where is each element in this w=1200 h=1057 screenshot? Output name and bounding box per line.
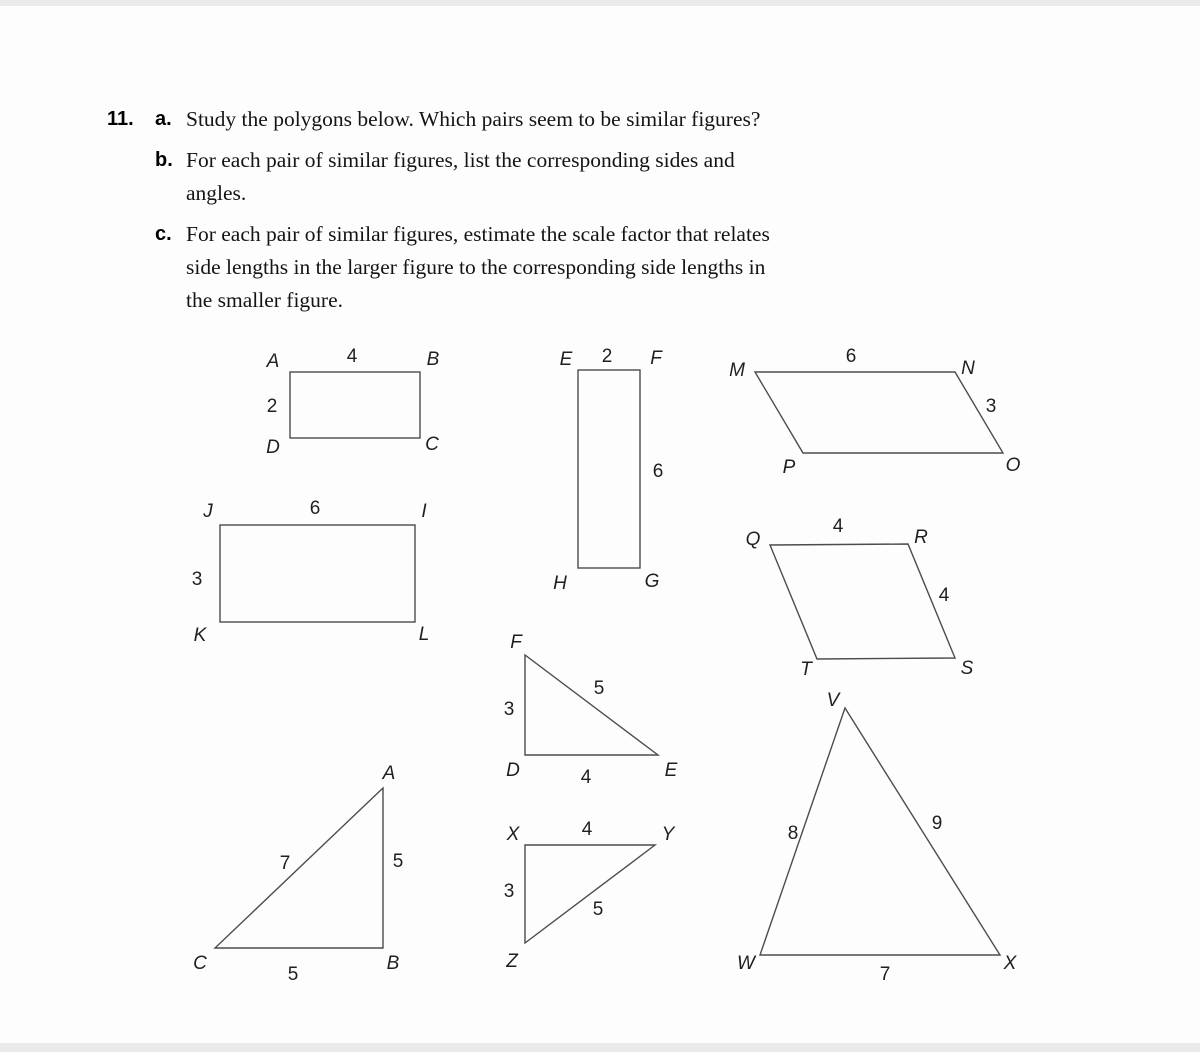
vertex-label-h: H [553,573,567,594]
rectangle-jilk [220,525,415,622]
side-label-jikl-top: 6 [309,498,321,519]
vertex-label-l: L [418,624,430,645]
side-label-abcd-top: 4 [346,346,358,367]
vertex-label-w: W [737,953,755,974]
rectangle-efgh [578,370,640,568]
part-a-line-1: Study the polygons below. Which pairs seem to be similar figures? [186,107,761,131]
vertex-label-i: I [421,501,427,522]
vertex-label-b: B [426,349,440,370]
side-label-fde-bottom: 4 [580,767,592,788]
side-label-abc-right: 5 [392,851,404,872]
side-label-qrst-top: 4 [832,516,844,537]
part-b-line-1: For each pair of similar figures, list the corresponding sides and [186,148,735,172]
side-label-fde-left: 3 [503,699,515,720]
part-c-line-3: the smaller figure. [186,288,344,312]
side-label-mnop-right: 3 [985,396,997,417]
vertex-label-c2: C [193,953,207,974]
vertex-label-q: Q [745,529,761,550]
side-label-abc-hyp: 7 [279,853,291,874]
vertex-label-f2: F [510,632,522,653]
triangle-fde [525,655,658,755]
side-label-abcd-left: 2 [266,396,278,417]
side-label-xyz-top: 4 [581,819,593,840]
side-label-xyz-hyp: 5 [592,899,604,920]
vertex-label-e2: E [664,760,678,781]
vertex-label-x2: X [1003,953,1017,974]
side-label-qrst-right: 4 [938,585,950,606]
vertex-label-s: S [960,658,974,679]
vertex-label-j: J [203,501,213,522]
part-c-line-2: side lengths in the larger figure to the corresponding side lengths in [186,255,766,279]
vertex-label-c: C [425,434,439,455]
side-label-vwx-left: 8 [787,823,799,844]
vertex-label-d2: D [506,760,520,781]
side-label-jikl-left: 3 [191,569,203,590]
vertex-label-d: D [266,437,280,458]
side-label-vwx-bottom: 7 [879,964,891,985]
vertex-label-z: Z [506,951,518,972]
side-label-vwx-right: 9 [931,813,943,834]
vertex-label-m: M [729,360,745,381]
vertex-label-p: P [782,457,796,478]
part-c-label: c. [155,223,172,245]
vertex-label-y: Y [661,824,675,845]
triangle-abc [215,788,383,948]
side-label-efgh-right: 6 [652,461,664,482]
side-label-abc-bottom: 5 [287,964,299,985]
side-label-mnop-top: 6 [845,346,857,367]
part-b-line-2: angles. [186,181,247,205]
vertex-label-n: N [961,358,975,379]
problem-number: 11. [107,108,134,130]
triangle-xyz [525,845,655,943]
vertex-label-a2: A [382,763,396,784]
vertex-label-g: G [644,571,660,592]
parallelogram-qrst [770,544,955,659]
parallelogram-mnop [755,372,1003,453]
part-a-label: a. [155,108,172,130]
vertex-label-k: K [193,625,207,646]
vertex-label-r: R [914,527,928,548]
part-c-line-1: For each pair of similar figures, estimate the scale factor that relates [186,222,770,246]
rectangle-abcd [290,372,420,438]
side-label-efgh-top: 2 [601,346,613,367]
part-b-label: b. [155,149,173,171]
vertex-label-e: E [559,349,573,370]
vertex-label-t: T [800,659,812,680]
vertex-label-v: V [826,690,840,711]
side-label-fde-hyp: 5 [593,678,605,699]
vertex-label-f: F [650,348,662,369]
side-label-xyz-left: 3 [503,881,515,902]
vertex-label-b2: B [386,953,400,974]
vertex-label-o: O [1005,455,1021,476]
vertex-label-x: X [506,824,520,845]
vertex-label-a: A [266,351,280,372]
